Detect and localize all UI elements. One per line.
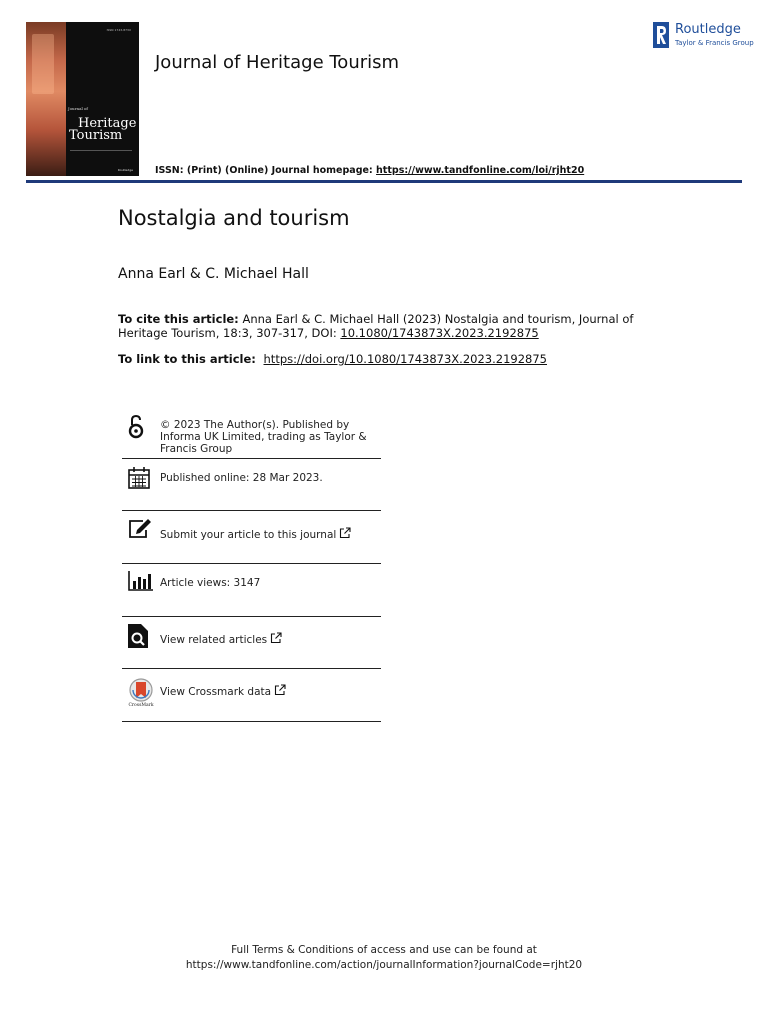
article-title: Nostalgia and tourism xyxy=(118,206,350,230)
crossmark-icon xyxy=(126,678,156,704)
calendar-icon xyxy=(128,467,150,489)
open-access-text: © 2023 The Author(s). Published by Informa UK Limited, trading as Taylor & Francis Group xyxy=(160,419,367,455)
related-text xyxy=(160,632,282,646)
journal-title: Journal of Heritage Tourism xyxy=(155,52,400,73)
link-label: To link to this article: xyxy=(118,352,260,366)
cover-issn: ISSN 1743-873X xyxy=(106,28,131,32)
doi-link[interactable]: 10.1080/1743873X.2023.2192875 xyxy=(340,326,539,340)
footer-line1: Full Terms & Conditions of access and use can be found at xyxy=(231,944,537,956)
header-rule xyxy=(26,180,742,183)
cover-publisher: Routledge xyxy=(117,168,133,172)
related-label: View related articles xyxy=(160,634,268,646)
routledge-name: Routledge xyxy=(675,22,741,37)
published-text: Published online: 28 Mar 2023. xyxy=(160,472,323,484)
citation xyxy=(118,312,638,340)
cover-title-line2: Tourism xyxy=(69,128,123,143)
cover-photo-highlight xyxy=(32,34,54,94)
cite-label: To cite this article: xyxy=(118,312,239,326)
submit-text xyxy=(160,527,351,541)
crossmark-row[interactable] xyxy=(122,669,381,722)
external-link-icon xyxy=(274,684,286,696)
article-authors: Anna Earl & C. Michael Hall xyxy=(118,266,309,282)
footer xyxy=(0,943,768,973)
cover-divider xyxy=(70,150,132,161)
crossmark-logo-text: CrossMark xyxy=(128,703,154,708)
submit-row[interactable] xyxy=(122,511,381,564)
doi-url-link[interactable]: https://doi.org/10.1080/1743873X.2023.2192875 xyxy=(263,352,547,366)
open-access-row xyxy=(122,412,381,459)
journal-homepage-link[interactable]: https://www.tandfonline.com/loi/rjht20 xyxy=(376,165,585,176)
journal-cover-image xyxy=(26,22,139,176)
cover-journal-of: Journal of xyxy=(68,106,88,111)
external-link-icon xyxy=(339,527,351,539)
open-access-icon xyxy=(128,414,144,440)
crossmark-text xyxy=(160,684,286,698)
views-row xyxy=(122,564,381,617)
crossmark-label: View Crossmark data xyxy=(160,686,272,698)
cover-title-line1: Heritage xyxy=(78,116,137,131)
crossmark-logo xyxy=(126,678,156,708)
external-link-icon xyxy=(270,632,282,644)
issn-prefix: ISSN: (Print) (Online) Journal homepage: xyxy=(155,165,377,176)
related-row[interactable] xyxy=(122,617,381,669)
published-row xyxy=(122,459,381,511)
submit-label: Submit your article to this journal xyxy=(160,529,337,541)
bar-chart-icon xyxy=(128,570,154,592)
issn-line xyxy=(155,165,584,176)
submit-edit-icon xyxy=(128,518,152,540)
footer-terms-link[interactable]: https://www.tandfonline.com/action/journalInformation?journalCode=rjht20 xyxy=(185,959,583,971)
routledge-group: Taylor & Francis Group xyxy=(675,39,754,47)
article-link-line xyxy=(118,352,547,366)
views-text: Article views: 3147 xyxy=(160,577,261,589)
routledge-logo[interactable] xyxy=(653,22,753,52)
related-articles-icon xyxy=(128,624,150,650)
cite-text: Anna Earl & C. Michael Hall (2023) Nostalgia and tourism, Journal of Heritage Tourism, 18:3, 307-317, DOI: xyxy=(118,312,634,340)
routledge-r-icon xyxy=(653,22,669,48)
